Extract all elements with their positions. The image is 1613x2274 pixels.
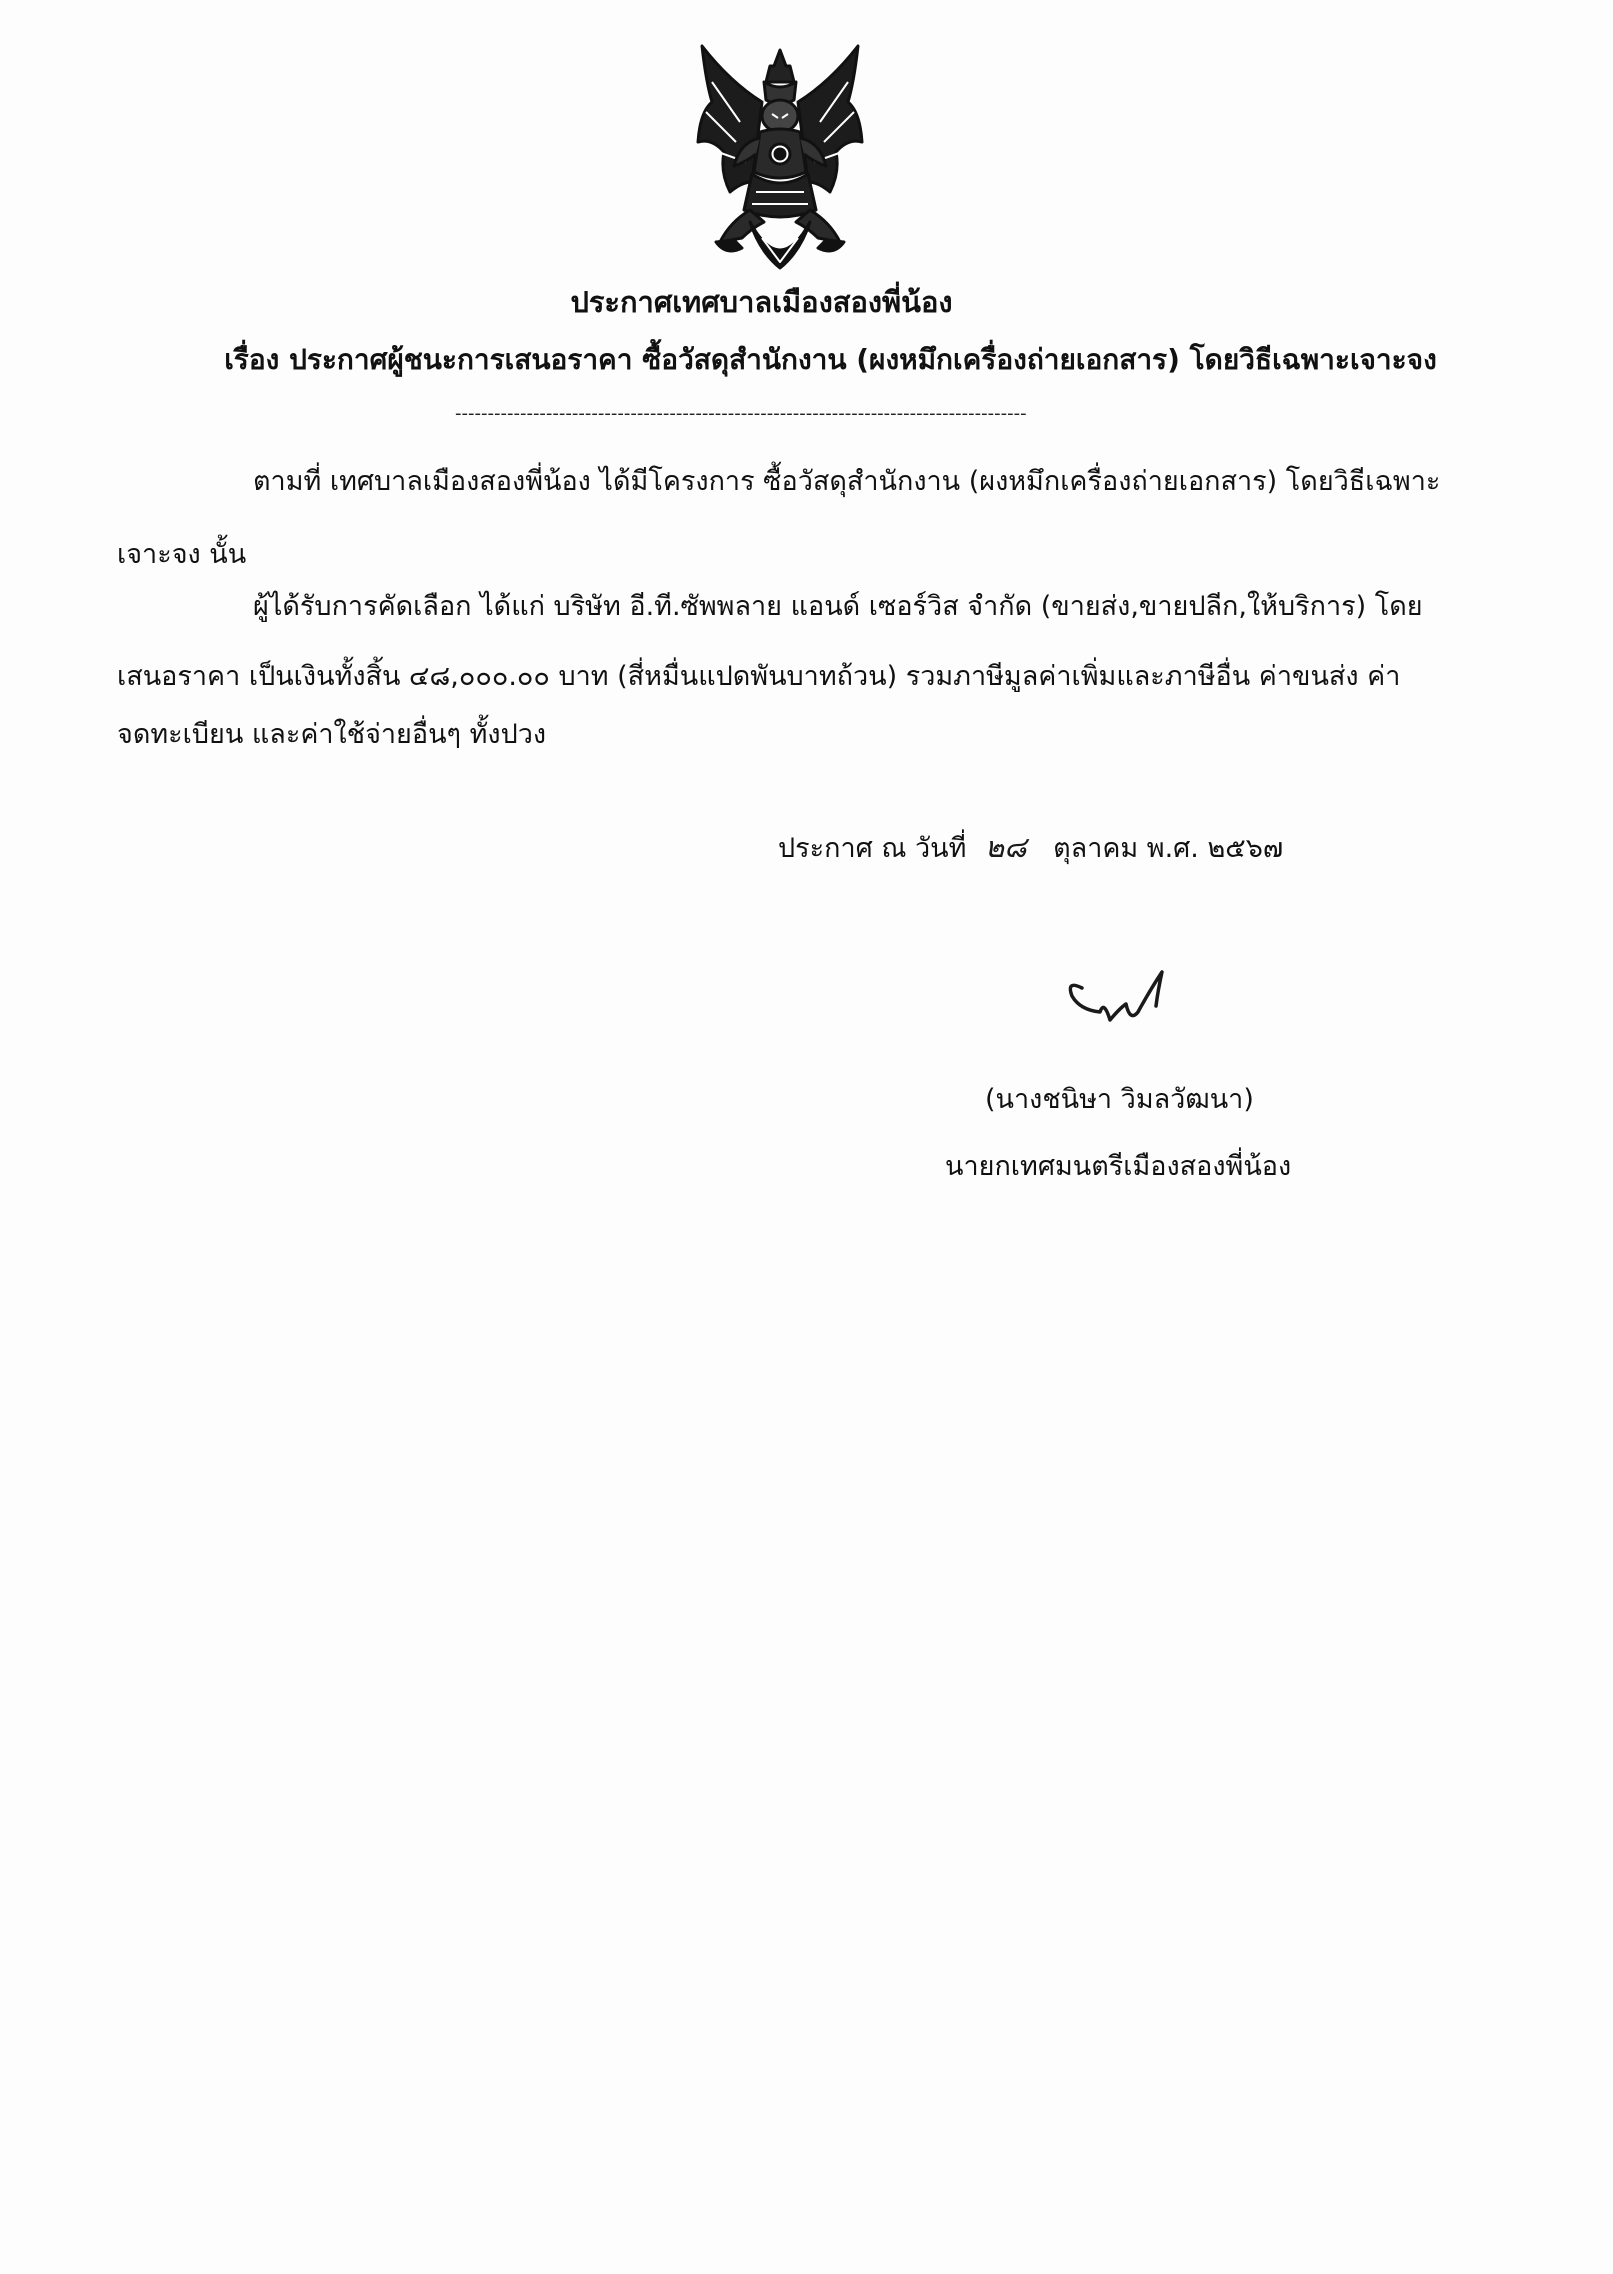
date-prefix: ประกาศ ณ วันที่ <box>778 833 967 864</box>
paragraph-2-line-1: ผู้ได้รับการคัดเลือก ได้แก่ บริษัท อี.ที.ซัพพลาย แอนด์ เซอร์วิส จำกัด (ขายส่ง,ขายปลีก,ให้บริการ) โดย <box>253 591 1423 622</box>
paragraph-2-line-3: จดทะเบียน และค่าใช้จ่ายอื่นๆ ทั้งปวง <box>117 719 547 750</box>
paragraph-1-line-2: เจาะจง นั้น <box>117 539 247 570</box>
paragraph-1-line-1: ตามที่ เทศบาลเมืองสองพี่น้อง ได้มีโครงการ ซื้อวัสดุสำนักงาน (ผงหมึกเครื่องถ่ายเอกสาร) โดยวิธีเฉพาะ <box>253 466 1441 497</box>
date-line <box>778 828 1283 868</box>
paragraph-2-line-2: เสนอราคา เป็นเงินทั้งสิ้น ๔๘,๐๐๐.๐๐ บาท (สี่หมื่นแปดพันบาทถ้วน) รวมภาษีมูลค่าเพิ่มและภาษีอื่น ค่าขนส่ง ค่า <box>117 661 1401 692</box>
document-title: ประกาศเทศบาลเมืองสองพี่น้อง <box>570 285 953 319</box>
garuda-emblem-icon <box>690 42 870 282</box>
date-day: ๒๘ <box>985 830 1027 864</box>
signatory-position: นายกเทศมนตรีเมืองสองพี่น้อง <box>945 1151 1292 1182</box>
document-subject: เรื่อง ประกาศผู้ชนะการเสนอราคา ซื้อวัสดุสำนักงาน (ผงหมึกเครื่องถ่ายเอกสาร) โดยวิธีเฉพาะเจาะจง <box>224 343 1437 376</box>
divider-line: ---------------------------------------------------------------------------------------- <box>455 404 1027 424</box>
handwritten-signature-icon <box>1060 950 1190 1040</box>
signatory-name: (นางชนิษา วิมลวัฒนา) <box>985 1084 1254 1115</box>
date-month-year: ตุลาคม พ.ศ. ๒๕๖๗ <box>1053 833 1284 864</box>
